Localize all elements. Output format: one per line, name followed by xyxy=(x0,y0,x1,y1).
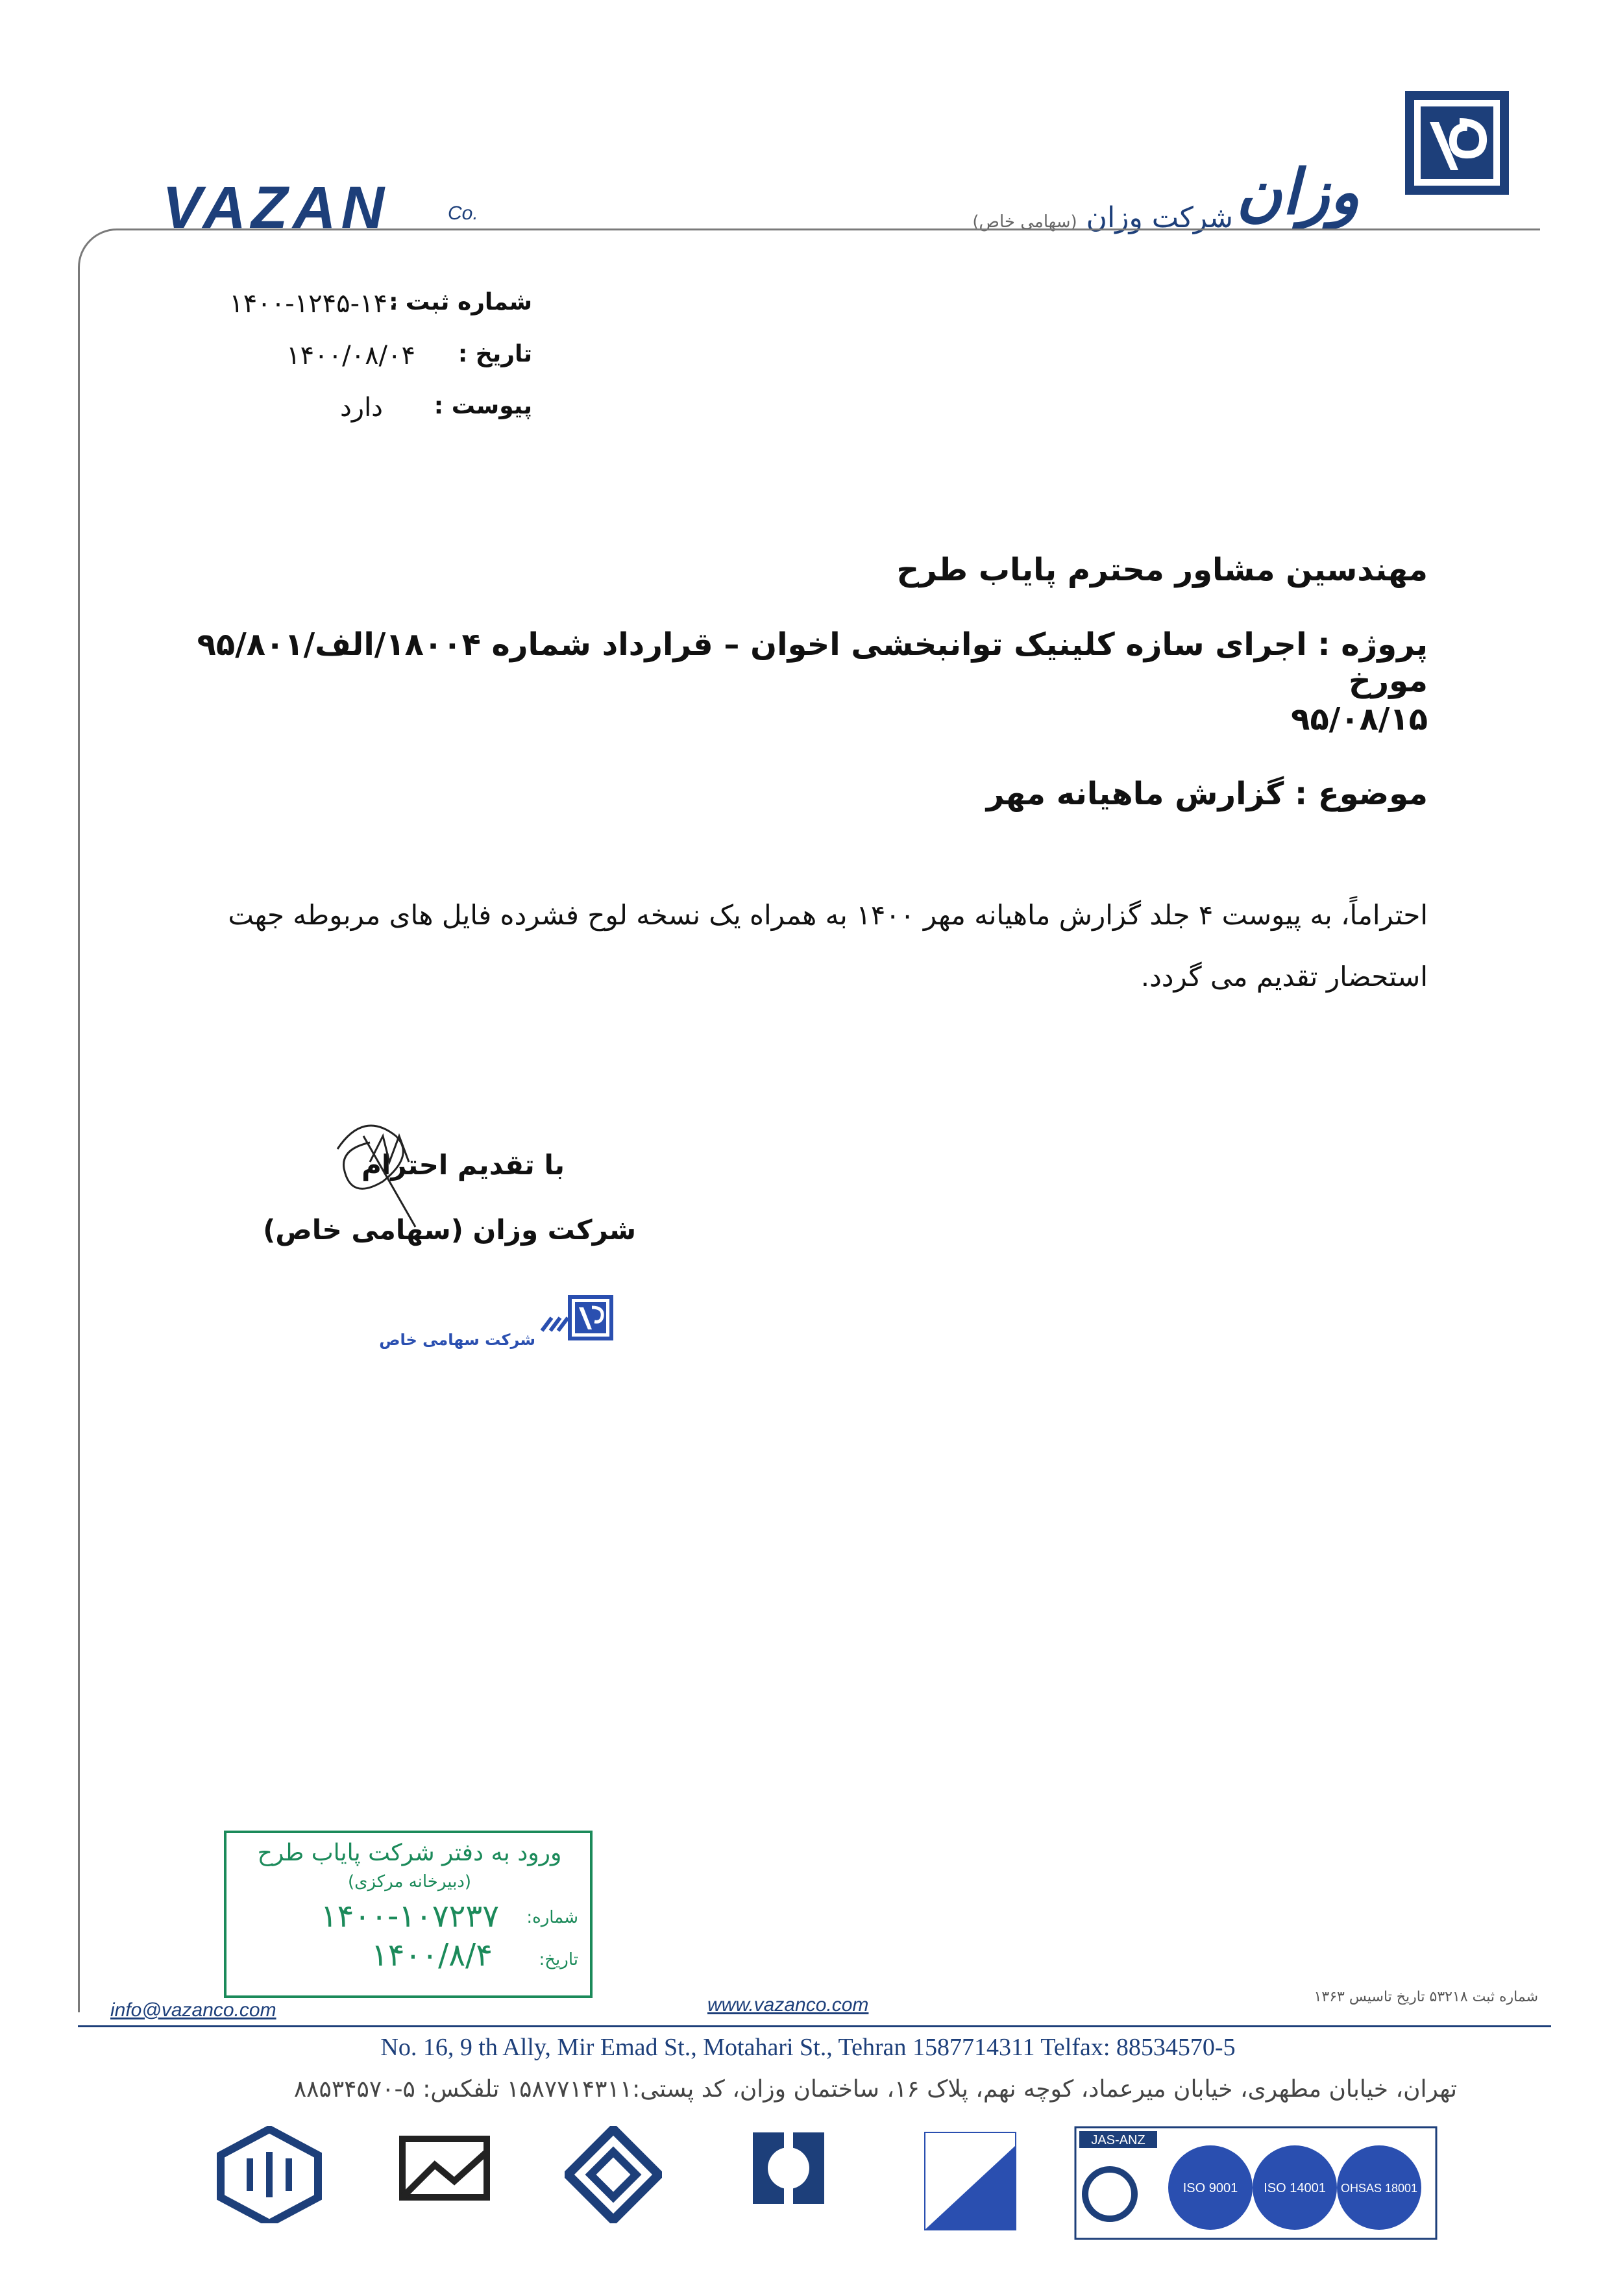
hexagon-logo-icon xyxy=(214,2126,324,2223)
cert-jas-anz xyxy=(1074,2126,1438,2243)
diamond-logo-icon xyxy=(565,2126,662,2223)
received-stamp-subtitle: (دبیرخانه مرکزی) xyxy=(347,1872,472,1892)
body-line-1: احتراماً، به پیوست ۴ جلد گزارش ماهیانه مهر ۱۴۰۰ به همراه یک نسخه لوح فشرده فایل های مربوطه جهت xyxy=(228,899,1428,931)
page-frame xyxy=(78,228,1540,2012)
cert-contractors-association xyxy=(922,2126,1019,2243)
date-label: تاریخ : xyxy=(458,341,532,367)
cert-iso-9001: ISO 9001 xyxy=(1182,2181,1238,2195)
received-number-label: شماره: xyxy=(526,1908,578,1927)
brand-en: VAZAN xyxy=(162,175,390,241)
cert-construction-companies xyxy=(214,2126,324,2243)
cert-building-org xyxy=(396,2126,493,2243)
signature xyxy=(324,1110,441,1242)
footer-divider xyxy=(78,2025,1551,2027)
brand-co: Co. xyxy=(448,203,478,224)
received-date-label: تاریخ: xyxy=(539,1950,578,1969)
date-value: ۱۴۰۰/۰۸/۰۴ xyxy=(286,341,415,371)
received-stamp xyxy=(224,1831,593,1998)
attach-label: پیوست : xyxy=(434,393,532,419)
cert-engineering-org xyxy=(565,2126,662,2243)
body-line-2: استحضار تقدیم می گردد. xyxy=(1140,961,1428,993)
cert-jas-anz-label: JAS-ANZ xyxy=(1091,2133,1145,2147)
footer-website-link[interactable]: www.vazanco.com xyxy=(707,1994,869,2016)
meta-block xyxy=(214,289,532,445)
received-date-value: ۱۴۰۰/۸/۴ xyxy=(371,1937,493,1973)
meta-reg-row xyxy=(214,289,532,341)
recipient: مهندسین مشاور محترم پایاب طرح xyxy=(896,552,1428,588)
attach-value: دارد xyxy=(339,393,383,423)
brand-fa-wordmark: وزان xyxy=(1236,156,1360,228)
cert-ohsas-18001: OHSAS 18001 xyxy=(1340,2182,1418,2195)
meta-date-row xyxy=(214,341,532,393)
footer-registration: شماره ثبت ۵۳۲۱۸ تاریخ تاسیس ۱۳۶۳ xyxy=(1314,1989,1538,2005)
brand-fa-name: شرکت وزان xyxy=(1086,201,1233,234)
meta-attach-row xyxy=(214,393,532,445)
cert-iso-14001: ISO 14001 xyxy=(1264,2181,1326,2195)
footer-email-link[interactable]: info@vazanco.com xyxy=(110,1999,276,2021)
closing: با تقدیم احترام xyxy=(361,1149,565,1181)
stamp-caption: شرکت سهامی خاص xyxy=(379,1331,535,1349)
stamp-logo-icon xyxy=(539,1292,617,1353)
received-number-value: ۱۴۰۰-۱۰۷۲۳۷ xyxy=(320,1898,499,1934)
logo-mark-icon xyxy=(1405,91,1509,195)
cert-concrete-institute xyxy=(746,2126,831,2243)
project-line-1: پروژه : اجرای سازه کلینیک توانبخشی اخوان – قرارداد شماره ۱۸۰۰۴/الف/۹۵/۸۰۱ مورخ xyxy=(197,626,1428,699)
address-fa: تهران، خیابان مطهری، خیابان میرعماد، کوچه نهم، پلاک ۱۶، ساختمان وزان، کد پستی:۱۵۸۷۷۱۴۳۱۱ تلفکس: ۵-۸۸۵۳۴۵۷۰ xyxy=(293,2076,1457,2103)
reg-label: شماره ثبت : xyxy=(389,289,532,315)
reg-value: ۱۴۰۰-۱۲۴۵-۱۴۰۰ xyxy=(229,289,415,319)
address-en: No. 16, 9 th Ally, Mir Emad St., Motahari St., Tehran 1587714311 Telfax: 88534570-5 xyxy=(380,2034,1236,2061)
project-line-2: ۹۵/۰۸/۱۵ xyxy=(1291,701,1428,737)
brand-fa-sub: (سهامی خاص) xyxy=(972,212,1077,232)
building-frame-icon xyxy=(396,2126,493,2210)
company-logo xyxy=(1405,91,1509,195)
received-stamp-title: ورود به دفتر شرکت پایاب طرح xyxy=(257,1840,562,1866)
signer: شرکت وزان (سهامی خاص) xyxy=(263,1214,636,1246)
company-stamp xyxy=(341,1292,633,1363)
subject: موضوع : گزارش ماهیانه مهر xyxy=(986,776,1428,812)
building-grid-icon xyxy=(922,2126,1019,2236)
concrete-logo-icon xyxy=(746,2126,831,2223)
